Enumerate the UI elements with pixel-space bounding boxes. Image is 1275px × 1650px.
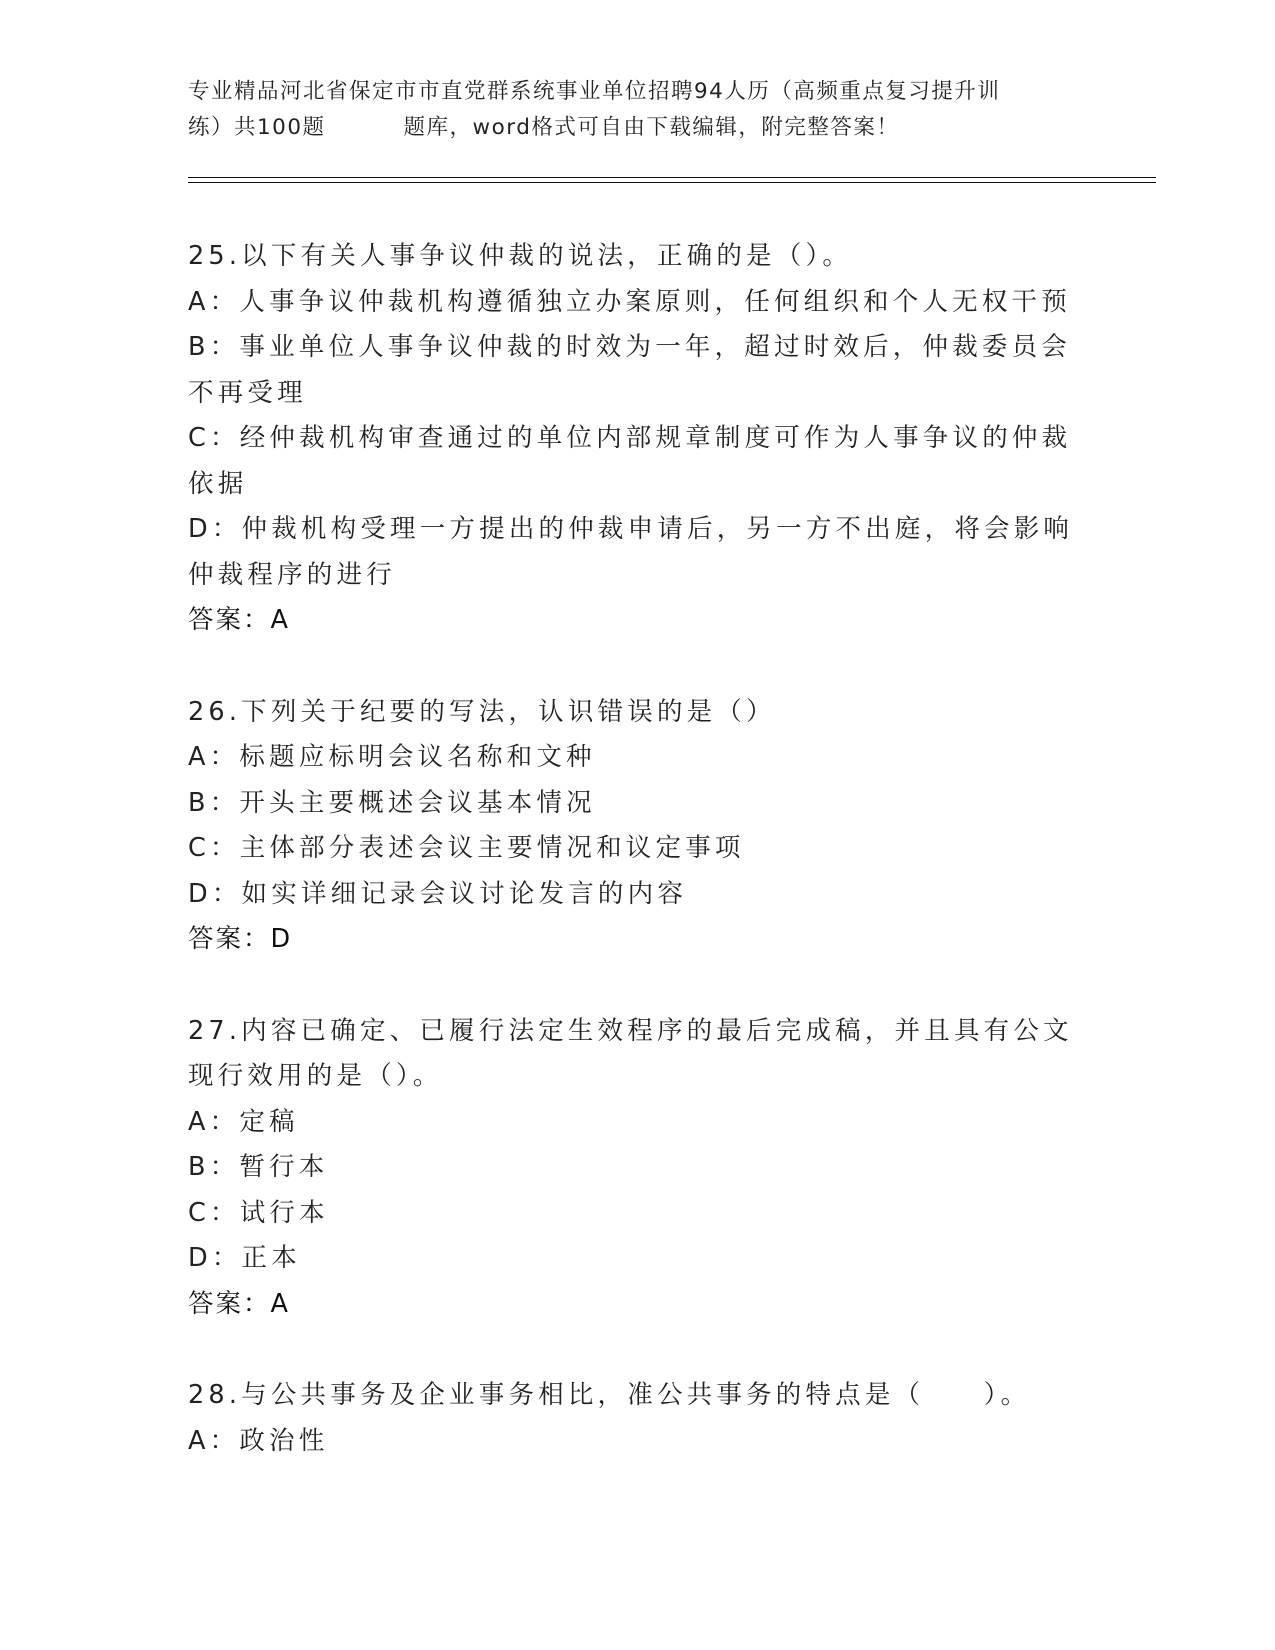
answer-label: 答案：: [188, 924, 271, 954]
question-stem: 26.下列关于纪要的写法，认识错误的是（）: [188, 696, 776, 727]
answer-value: A: [270, 1288, 290, 1319]
option-d: D：仲裁机构受理一方提出的仲裁申请后，另一方不出庭，将会影响仲裁程序的进行: [188, 514, 1074, 590]
option-b: B：暂行本: [188, 1152, 329, 1182]
option-d: D：如实详细记录会议讨论发言的内容: [188, 878, 688, 909]
answer-value: A: [270, 605, 290, 635]
header-divider-bottom: [188, 182, 1156, 183]
option-c: C：经仲裁机构审查通过的单位内部规章制度可作为人事争议的仲裁依据: [188, 423, 1072, 499]
option-a: A：政治性: [188, 1425, 329, 1456]
answer-line: [188, 598, 1088, 644]
header-divider-top: [188, 177, 1156, 178]
question-list: [188, 234, 1088, 1510]
question-25: [188, 234, 1088, 644]
option-a: A：定稿: [188, 1106, 299, 1137]
answer-line: [188, 1282, 1088, 1328]
question-27: [188, 1009, 1088, 1328]
option-d: D：正本: [188, 1243, 301, 1273]
header-line-2: [188, 110, 1088, 146]
question-26: [188, 690, 1088, 963]
answer-line: [188, 917, 1088, 963]
question-stem: 28.与公共事务及企业事务相比，准公共事务的特点是（ ）。: [188, 1380, 1031, 1410]
header-line-2-part-a: 练）共100题: [188, 115, 326, 140]
header-line-1: 专业精品河北省保定市市直党群系统事业单位招聘94人历（高频重点复习提升训: [188, 79, 1001, 104]
option-b: B：事业单位人事争议仲裁的时效为一年，超过时效后，仲裁委员会不再受理: [188, 332, 1071, 408]
question-28: [188, 1373, 1088, 1464]
option-c: C：试行本: [188, 1197, 329, 1228]
option-a: A：标题应标明会议名称和文种: [188, 742, 596, 772]
option-c: C：主体部分表述会议主要情况和议定事项: [188, 833, 745, 863]
answer-label: 答案：: [188, 605, 271, 635]
option-a: A：人事争议仲裁机构遵循独立办案原则，任何组织和个人无权干预: [188, 286, 1071, 317]
question-stem: 25.以下有关人事争议仲裁的说法，正确的是（）。: [188, 241, 853, 271]
document-header: [188, 74, 1088, 146]
answer-label: 答案：: [188, 1288, 271, 1319]
header-line-2-part-b: 题库，word格式可自由下载编辑，附完整答案！: [403, 115, 900, 140]
answer-value: D: [270, 924, 293, 954]
option-b: B：开头主要概述会议基本情况: [188, 787, 596, 818]
question-stem: 27.内容已确定、已履行法定生效程序的最后完成稿，并且具有公文现行效用的是（）。: [188, 1015, 1073, 1091]
